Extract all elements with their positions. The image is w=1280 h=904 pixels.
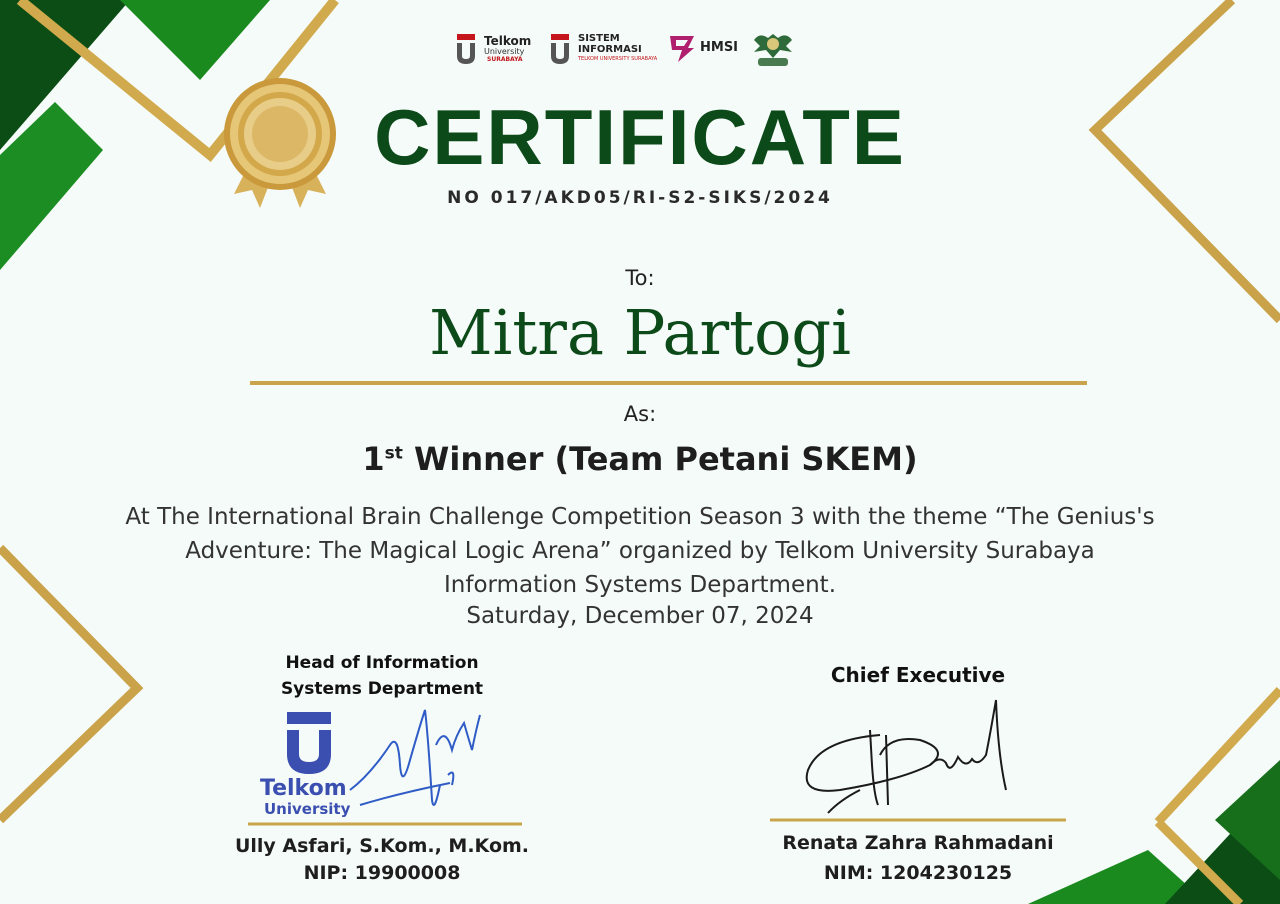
signatory-left-name: Ully Asfari, S.Kom., M.Kom. <box>234 835 530 857</box>
award-rank: 1 <box>362 440 385 478</box>
signature-left-image <box>340 705 490 820</box>
telkom-logo-line3: SURABAYA <box>487 56 523 63</box>
as-label: As: <box>623 402 657 426</box>
signatory-left-id: NIP: 19900008 <box>303 862 461 884</box>
telkom-logo-name: Telkom <box>484 34 532 48</box>
signatory-right-id: NIM: 1204230125 <box>823 862 1013 884</box>
award-text: Winner (Team Petani SKEM) <box>402 440 918 478</box>
header-logos <box>454 30 799 70</box>
award-description: At The International Brain Challenge Competition Season 3 with the theme “The Genius's Adventure: The Magical Logic Arena” organized by Telkom University Surabaya Information Systems Department. <box>125 504 1155 598</box>
telkom-stamp-logo-icon <box>283 710 335 776</box>
stamp-line2: University <box>264 800 351 818</box>
brain-challenge-logo-icon <box>750 30 796 68</box>
signatory-left-role <box>232 650 532 702</box>
certificate-title: CERTIFICATE <box>374 93 906 181</box>
hmsi-logo-icon <box>666 32 698 64</box>
signature-right-image <box>800 695 1040 820</box>
award-rank-suffix: st <box>384 443 403 464</box>
signatory-left-role-line1: Head of Information <box>285 653 479 673</box>
hmsi-logo-name: HMSI <box>700 40 739 55</box>
signatory-right-role: Chief Executive <box>830 663 1006 687</box>
award-date: Saturday, December 07, 2024 <box>466 603 814 629</box>
to-label: To: <box>625 266 655 290</box>
si-logo-line2: INFORMASI <box>578 44 642 55</box>
certificate-number: NO 017/AKD05/RI-S2-SIKS/2024 <box>447 188 833 208</box>
stamp-line1: Telkom <box>260 776 347 801</box>
signatory-right-name: Renata Zahra Rahmadani <box>782 832 1054 854</box>
sistem-informasi-logo-icon <box>548 32 572 66</box>
recipient-name: Mitra Partogi <box>429 296 851 369</box>
deco-gold-left-mid <box>0 548 137 820</box>
telkom-logo-line2: University <box>484 47 525 56</box>
award-title <box>0 440 1280 478</box>
si-logo-line3: TELKOM UNIVERSITY SURABAYA <box>578 56 658 62</box>
si-logo-name: SISTEM <box>578 33 620 44</box>
telkom-university-logo-icon <box>454 32 478 66</box>
signatory-left-role-line2: Systems Department <box>280 679 484 699</box>
deco-green-top-left-mid <box>120 0 270 80</box>
